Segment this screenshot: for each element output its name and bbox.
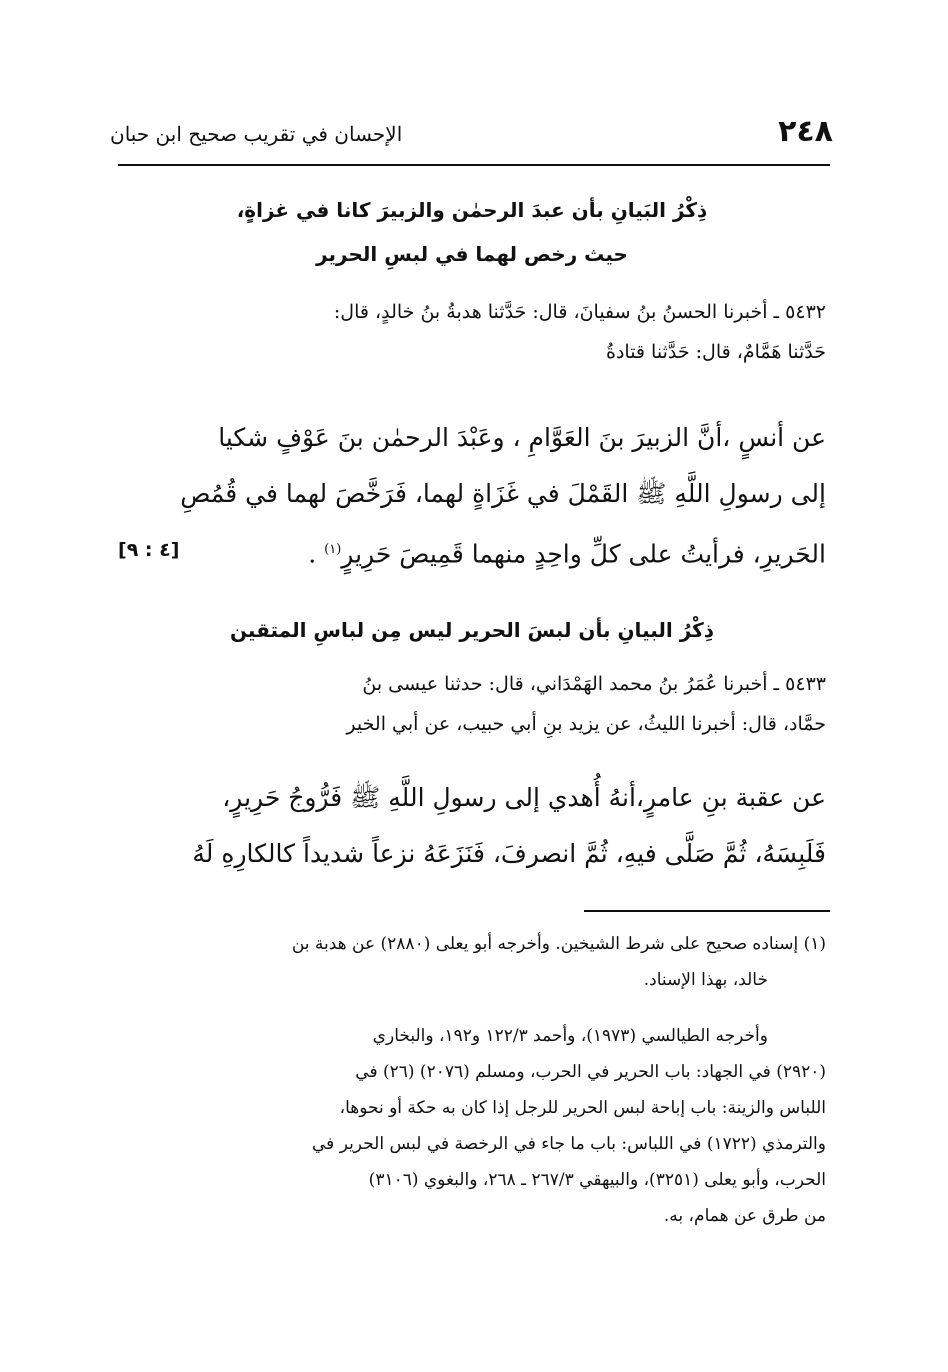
hadith-5432-matn xyxy=(118,410,826,582)
footnote-1-continued xyxy=(118,1018,826,1234)
hadith-5433-matn xyxy=(118,770,826,882)
matn-end: . xyxy=(308,539,325,569)
hadith-5433-isnad xyxy=(118,664,826,744)
chapter-heading-1-line-1: ذِكْرُ البَيانِ بأن عبدَ الرحمٰن والزبيرَ كانا في غزاةٍ، xyxy=(236,198,708,222)
matn-line: عن عقبة بنِ عامرٍ،أنهُ أُهدي إلى رسولِ اللَّهِ ﷺ فَرُّوجُ حَرِيرٍ، xyxy=(222,783,826,812)
chapter-heading-1 xyxy=(118,188,826,276)
matn-line: إلى رسولِ اللَّهِ ﷺ القَمْلَ في غَزَاةٍ لهما، فَرَخَّصَ لهما في قُمُصِ xyxy=(180,479,826,508)
isnad-line: ٥٤٣٣ ـ أخبرنا عُمَرُ بنُ محمد الهَمْدَاني، قال: حدثنا عيسى بنُ xyxy=(362,673,826,695)
footnote-line: والترمذي (١٧٢٢) في اللباس: باب ما جاء في الرخصة في لبس الحرير في xyxy=(312,1134,826,1154)
matn-text: الحَريرِ، فرأيتُ على كلِّ واحِدٍ منهما قَمِيصَ حَرِيرٍ xyxy=(341,539,826,569)
matn-line: عن أنسٍ ،أنَّ الزبيرَ بنَ العَوَّامِ ، وعَبْدَ الرحمٰن بنَ عَوْفٍ شكيا xyxy=(218,423,826,452)
chapter-heading-1-line-2: حيث رخص لهما في لبسِ الحرير xyxy=(316,242,628,266)
isnad-line: حَدَّثنا هَمَّامٌ، قال: حَدَّثنا قتادةُ xyxy=(605,341,826,363)
chapter-heading-2-line-1: ذِكْرُ البيانِ بأن لبسَ الحرير ليس مِن لباسِ المتقين xyxy=(229,618,715,642)
footnote-1 xyxy=(118,926,826,998)
footnote-line: (٢٩٢٠) في الجهاد: باب الحرير في الحرب، ومسلم (٢٠٧٦) (٢٦) في xyxy=(355,1062,826,1082)
footnote-line: وأخرجه الطيالسي (١٩٧٣)، وأحمد ١٢٢/٣ و١٩٢، والبخاري xyxy=(372,1026,768,1046)
header-divider xyxy=(118,164,830,166)
footnote-line: من طرق عن همام، به. xyxy=(663,1206,826,1226)
matn-line: فَلَبِسَهُ، ثُمَّ صَلَّى فيهِ، ثُمَّ انصرفَ، فَنَزَعَهُ نزعاً شديداً كالكارِهِ لَهُ xyxy=(192,839,826,868)
footnote-line: خالد، بهذا الإسناد. xyxy=(643,970,768,990)
book-title: الإحسان في تقريب صحيح ابن حبان xyxy=(110,122,403,146)
footnote-line: الحرب، وأبو يعلى (٣٢٥١)، والبيهقي ٢٦٧/٣ ـ ٢٦٨، والبغوي (٣١٠٦) xyxy=(368,1170,826,1190)
footnote-line: اللباس والزينة: باب إباحة لبس الحرير للرجل إذا كان به حكة أو نحوها، xyxy=(339,1098,826,1118)
footnote-divider xyxy=(584,910,830,912)
footnote-marker[interactable]: (١) xyxy=(324,542,342,557)
page-number: ٢٤٨ xyxy=(778,114,833,149)
hadith-reference: [٤ : ٩] xyxy=(118,539,180,561)
chapter-heading-2 xyxy=(118,608,826,652)
matn-line xyxy=(118,522,826,582)
hadith-5432-isnad xyxy=(118,292,826,372)
running-header xyxy=(110,112,833,156)
isnad-line: ٥٤٣٢ ـ أخبرنا الحسنُ بنُ سفيانَ، قال: حَدَّثنا هدبةُ بنُ خالدٍ، قال: xyxy=(333,301,826,323)
isnad-line: حمَّاد، قال: أخبرنا الليثُ، عن يزيد بنِ أبي حبيب، عن أبي الخير xyxy=(346,713,826,735)
footnote-line: (١) إسناده صحيح على شرط الشيخين. وأخرجه أبو يعلى (٢٨٨٠) عن هدبة بن xyxy=(291,934,826,954)
